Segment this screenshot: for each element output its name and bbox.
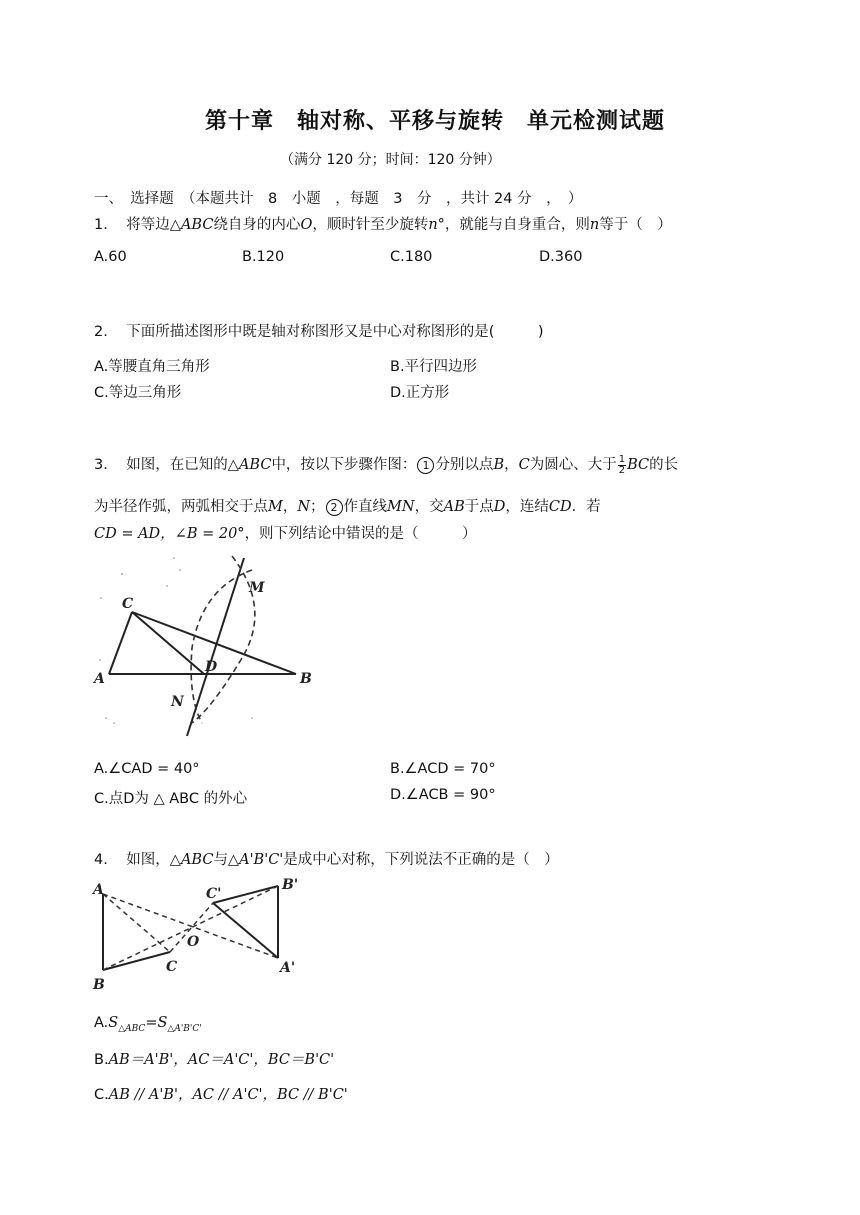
point-label-c: C	[122, 596, 134, 612]
q3-option-a[interactable]: A.∠CAD = 40°	[94, 761, 200, 777]
q1-math: O	[300, 217, 313, 233]
q3-option-b[interactable]: B.∠ACD = 70°	[390, 761, 496, 777]
q1-math: n°	[428, 217, 445, 233]
q3-text: ，	[282, 499, 298, 515]
q3-text: 分别以点	[435, 457, 494, 473]
q3-text: ；	[310, 499, 325, 515]
q1-text: 绕自身的内心	[213, 217, 301, 233]
q3-math: D	[493, 499, 506, 515]
q3-math: B	[493, 457, 505, 473]
point-label-c1: C'	[206, 886, 222, 902]
fraction-denominator: 2	[618, 464, 626, 476]
question-2	[94, 320, 544, 341]
symmetry-lines	[103, 886, 278, 970]
q3-math: ABC	[238, 457, 272, 473]
page-subtitle: （满分 120 分；时间：120 分钟）	[280, 152, 501, 168]
q3-math: CD	[548, 499, 572, 515]
q1-text: 等于（ ）	[599, 217, 672, 233]
option-prefix: B.	[94, 1052, 109, 1068]
q4-option-b[interactable]	[94, 1048, 334, 1069]
q3-option-c[interactable]: C.点D为 △ ABC 的外心	[94, 791, 248, 807]
q4-option-c[interactable]	[94, 1083, 348, 1104]
question-number: 3.	[94, 457, 108, 473]
q2-text: 下面所描述图形中既是轴对称图形又是中心对称图形的是( )	[126, 324, 544, 340]
triangle-abc	[103, 894, 170, 970]
q4-text: 与△	[213, 852, 240, 868]
q3-math: BC	[627, 457, 650, 473]
q4-math-sub: △ABC	[118, 1023, 146, 1034]
question-3-line-3	[94, 522, 477, 543]
q3-math: C	[518, 457, 530, 473]
point-label-a1: A'	[280, 960, 296, 976]
q4-text: 如图，△	[126, 852, 181, 868]
q3-text: ，则下列结论中错误的是（ ）	[244, 526, 477, 542]
option-prefix: C.	[94, 1087, 109, 1103]
q3-text: 作直线	[343, 499, 388, 515]
question-1	[94, 213, 672, 234]
point-label-a: A	[94, 671, 105, 687]
q4-math-sub: △A'B'C'	[167, 1023, 202, 1034]
point-label-m: M	[249, 580, 265, 596]
q3-text: 为半径作弧，两弧相交于点	[94, 499, 268, 515]
q4-math: S	[108, 1015, 119, 1031]
q4-text: 是成中心对称，下列说法不正确的是（ ）	[283, 852, 559, 868]
q4-math: AB // A'B'，AC // A'C'，BC // B'C'	[108, 1087, 348, 1103]
segment-ac	[109, 612, 132, 674]
q3-math: CD = AD，∠B = 20°	[94, 526, 245, 542]
q1-text: ，顺时针至少旋转	[312, 217, 429, 233]
q4-option-a[interactable]	[94, 1015, 202, 1034]
q4-math: AB＝A'B'，AC＝A'C'，BC＝B'C'	[108, 1052, 335, 1068]
q1-text: ，就能与自身重合，则	[444, 217, 590, 233]
point-label-o: O	[187, 934, 200, 950]
q2-option-c[interactable]: C.等边三角形	[94, 385, 182, 401]
point-label-b: B	[93, 977, 105, 993]
q2-option-b[interactable]: B.平行四边形	[390, 359, 478, 375]
fraction-numerator: 1	[618, 453, 626, 465]
q2-option-d[interactable]: D.正方形	[390, 385, 450, 401]
q3-math: M	[268, 499, 283, 515]
q1-option-a[interactable]: A.60	[94, 249, 127, 265]
segment-ac	[103, 894, 170, 952]
q3-math: N	[297, 499, 311, 515]
point-label-a: A	[93, 882, 104, 898]
q3-math: AB	[443, 499, 465, 515]
question-number: 4.	[94, 852, 108, 868]
q3-text: ，连结	[505, 499, 549, 515]
triangle-a1b1c1	[213, 886, 278, 958]
segment-cd	[132, 612, 204, 674]
q1-text: 将等边△	[126, 217, 181, 233]
construction-arcs	[191, 556, 255, 723]
q3-text: ．若	[571, 499, 601, 515]
q1-math: ABC	[180, 217, 214, 233]
q3-text: 中，按以下步骤作图：	[271, 457, 417, 473]
point-label-d: D	[205, 659, 218, 675]
q4-text: =	[145, 1015, 158, 1031]
q3-text: 如图，在已知的△	[126, 457, 239, 473]
question-3-line-1	[94, 453, 678, 476]
q4-math: ABC	[180, 852, 214, 868]
q1-option-d[interactable]: D.360	[539, 249, 583, 265]
q3-text: ，	[504, 457, 519, 473]
q3-text: ，交	[414, 499, 444, 515]
question-4	[94, 848, 559, 869]
q3-geometry-figure	[92, 548, 332, 743]
arc-from-c	[192, 556, 255, 723]
q3-text: 的长	[649, 457, 679, 473]
q2-option-a[interactable]: A.等腰直角三角形	[94, 359, 210, 375]
point-label-c: C	[166, 959, 178, 975]
q1-option-b[interactable]: B.120	[242, 249, 285, 265]
option-prefix: A.	[94, 1015, 109, 1031]
question-3-line-2	[94, 495, 601, 516]
q3-text: 于点	[464, 499, 494, 515]
page-title: 第十章 轴对称、平移与旋转 单元检测试题	[205, 109, 666, 134]
point-label-n: N	[171, 694, 184, 710]
point-label-b: B	[300, 671, 312, 687]
q1-math: n	[589, 217, 600, 233]
q4-math: A'B'C'	[239, 852, 284, 868]
q4-geometry-figure	[88, 872, 308, 997]
question-number: 1.	[94, 217, 108, 233]
triangle-abc	[109, 612, 296, 674]
q3-text: 为圆心、大于	[529, 457, 617, 473]
fraction	[618, 455, 626, 476]
q3-math: MN	[387, 499, 415, 515]
section-heading: 一、 选择题 （本题共计 8 小题 ，每题 3 分 ，共计 24 分 ， ）	[94, 191, 583, 207]
q4-math: S	[157, 1015, 168, 1031]
segment-b1c1	[213, 886, 278, 903]
segment-c1a1	[213, 903, 278, 958]
circled-number: 2	[326, 499, 343, 516]
question-number: 2.	[94, 324, 108, 340]
point-label-b1: B'	[282, 877, 299, 893]
q3-option-d[interactable]: D.∠ACB = 90°	[390, 787, 496, 803]
q1-option-c[interactable]: C.180	[390, 249, 433, 265]
circled-number: 1	[417, 457, 434, 474]
